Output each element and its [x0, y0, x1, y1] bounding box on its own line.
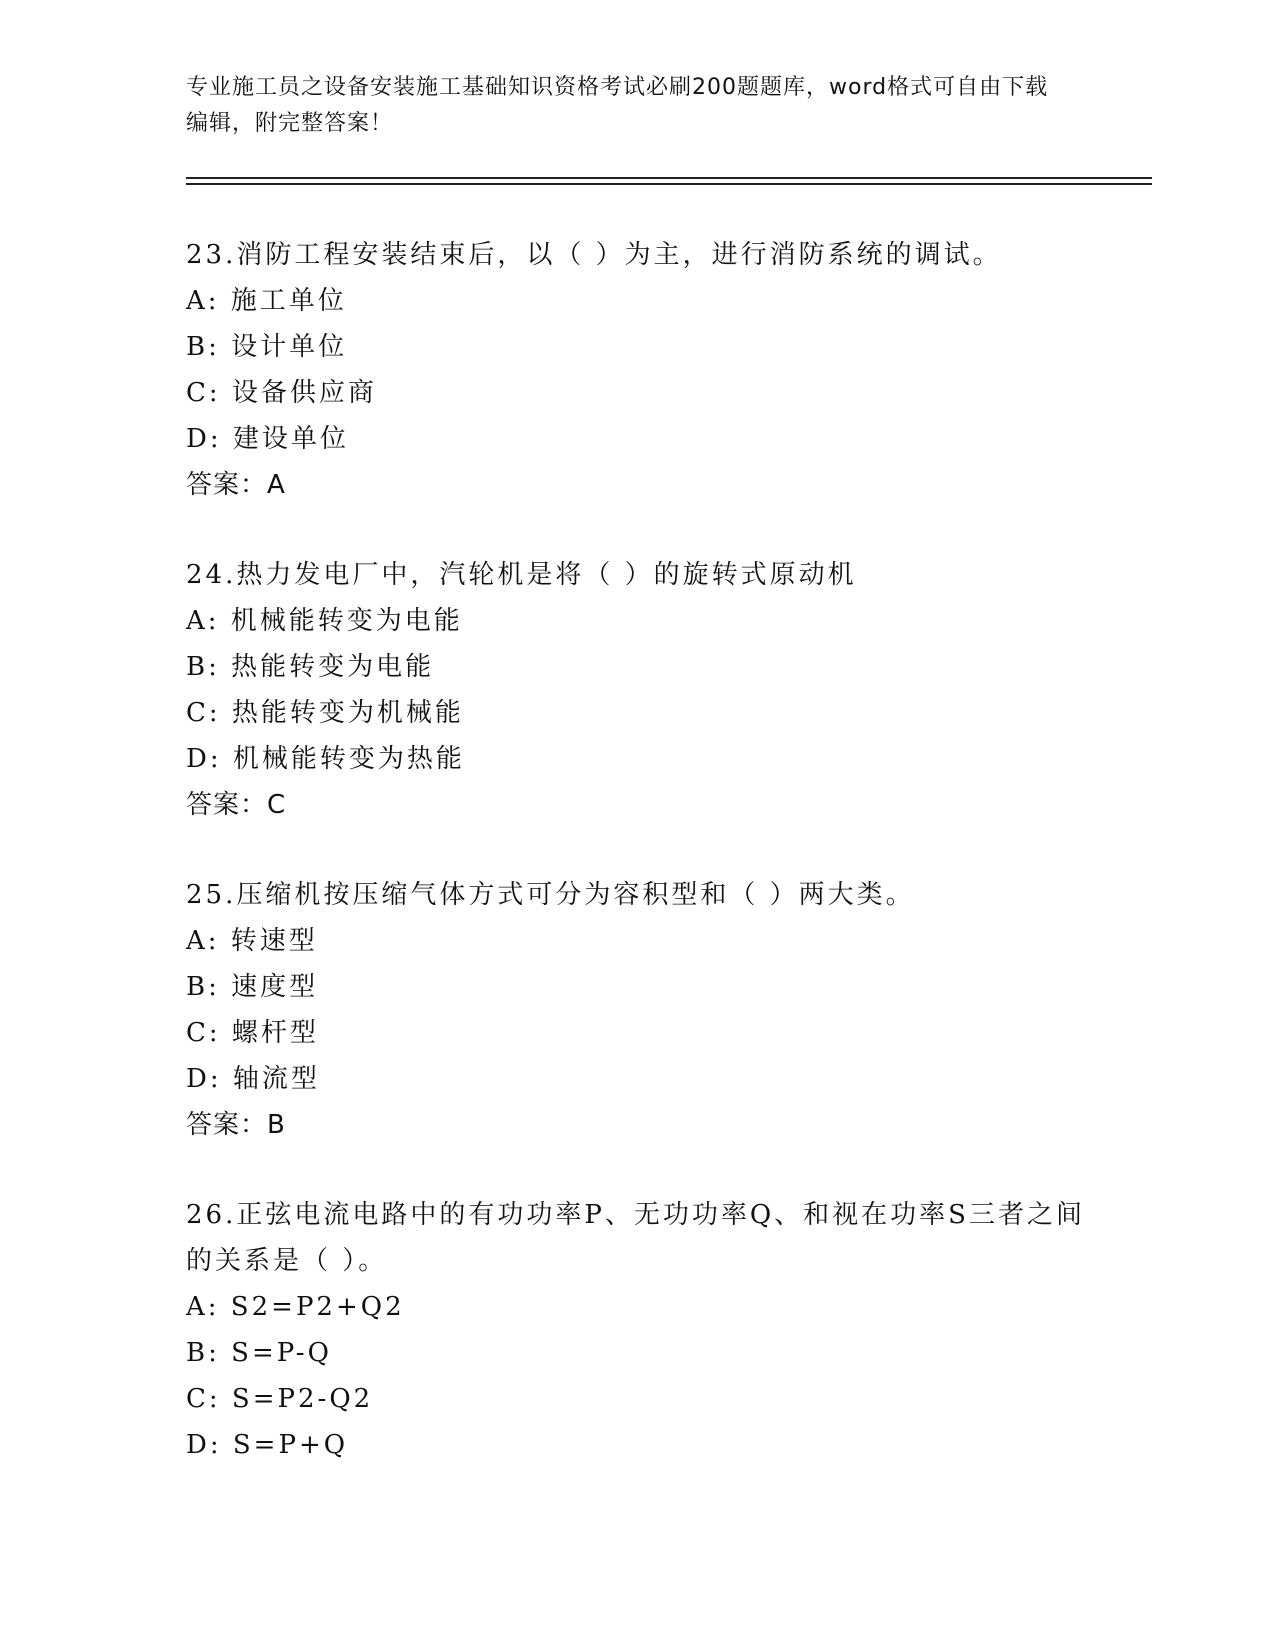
- option-c: C: 螺杆型: [186, 1018, 319, 1048]
- option-c: C: 热能转变为机械能: [186, 698, 464, 728]
- question-26: [186, 1192, 1086, 1468]
- header-divider-bottom: [186, 183, 1152, 185]
- question-stem: 26.正弦电流电路中的有功功率P、无功功率Q、和视在功率S三者之间的关系是（ ）。: [186, 1200, 1085, 1276]
- option-d: D: S=P+Q: [186, 1430, 349, 1460]
- question-stem: 23.消防工程安装结束后，以（ ）为主，进行消防系统的调试。: [186, 240, 1002, 270]
- question-stem: 25.压缩机按压缩气体方式可分为容积型和（ ）两大类。: [186, 880, 915, 910]
- option-c: C: S=P2-Q2: [186, 1384, 374, 1414]
- answer-line: 答案：B: [186, 1110, 286, 1140]
- question-25: [186, 872, 1086, 1148]
- answer-line: 答案：C: [186, 790, 287, 820]
- answer-line: 答案：A: [186, 470, 286, 500]
- option-a: A: 机械能转变为电能: [186, 606, 463, 636]
- option-b: B: 速度型: [186, 972, 319, 1002]
- option-b: B: S=P-Q: [186, 1338, 332, 1368]
- option-c: C: 设备供应商: [186, 378, 377, 408]
- option-d: D: 机械能转变为热能: [186, 744, 465, 774]
- question-24: [186, 552, 1086, 828]
- option-a: A: 转速型: [186, 926, 318, 956]
- document-header: 专业施工员之设备安装施工基础知识资格考试必刷200题题库，word格式可自由下载编辑，附完整答案！: [186, 75, 1049, 136]
- option-b: B: 设计单位: [186, 332, 348, 362]
- option-b: B: 热能转变为电能: [186, 652, 435, 682]
- option-d: D: 轴流型: [186, 1064, 320, 1094]
- option-a: A: S2=P2+Q2: [186, 1292, 405, 1322]
- option-d: D: 建设单位: [186, 424, 349, 454]
- question-23: [186, 232, 1086, 508]
- option-a: A: 施工单位: [186, 286, 347, 316]
- question-stem: 24.热力发电厂中，汽轮机是将（ ）的旋转式原动机: [186, 560, 857, 590]
- header-divider-top: [186, 177, 1152, 179]
